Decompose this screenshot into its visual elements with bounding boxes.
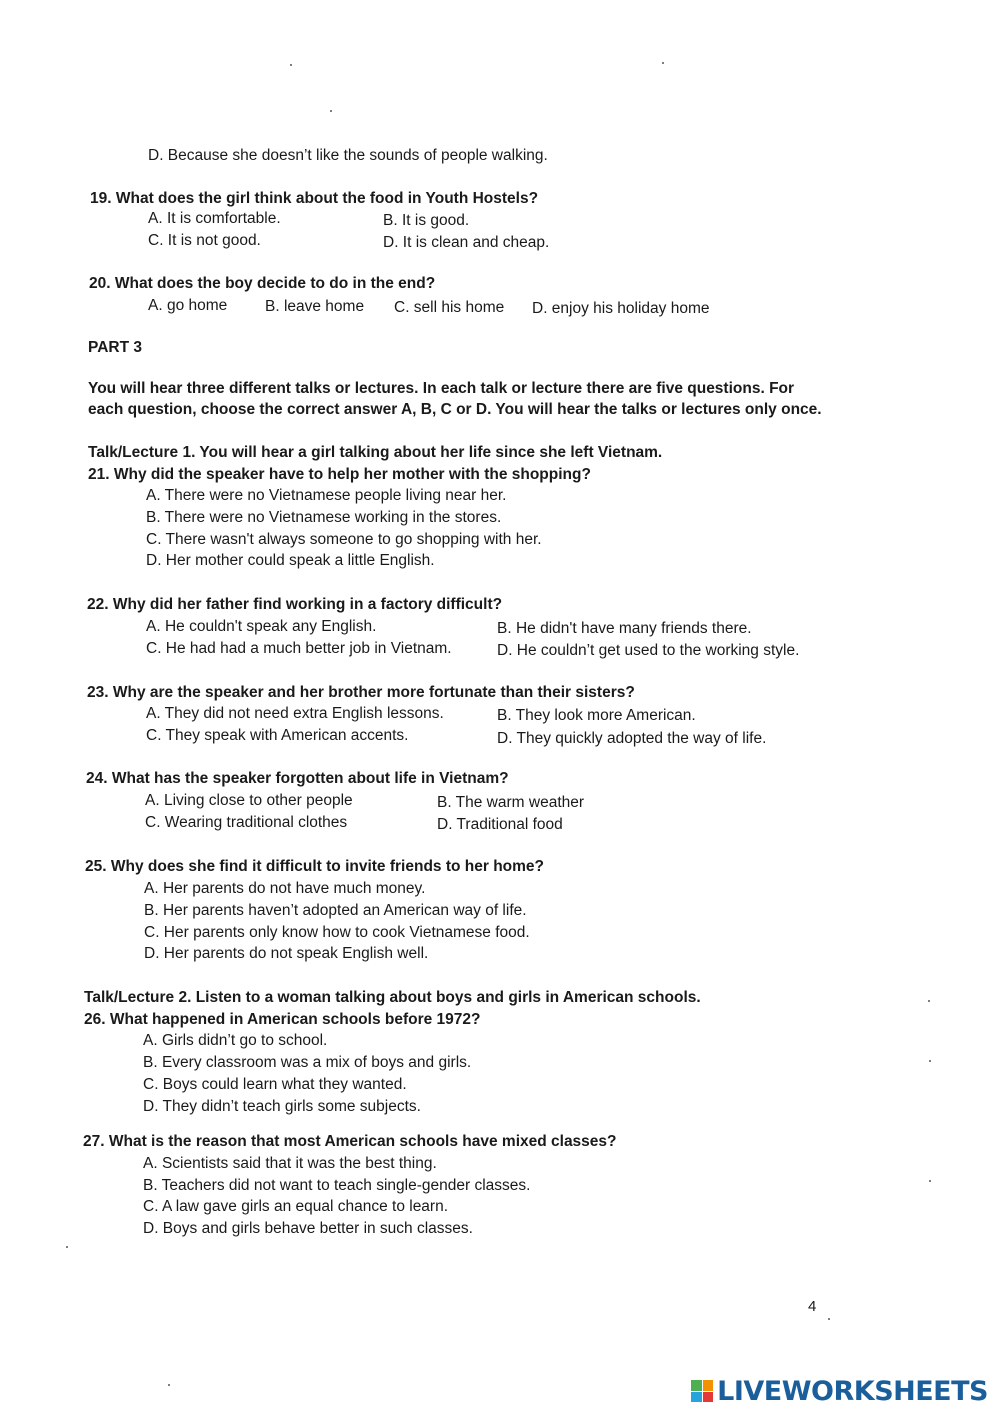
scan-speck (662, 62, 664, 64)
talk2-title: Talk/Lecture 2. Listen to a woman talking about boys and girls in American schools. (84, 989, 701, 1006)
q25-option-a: A. Her parents do not have much money. (144, 880, 426, 897)
q24-option-b: B. The warm weather (437, 794, 585, 811)
liveworksheets-logo-icon (691, 1380, 713, 1402)
q20-option-c: C. sell his home (394, 299, 505, 316)
q27-option-c: C. A law gave girls an equal chance to learn. (143, 1198, 449, 1215)
q26-option-a: A. Girls didn’t go to school. (143, 1032, 328, 1049)
q22-option-c: C. He had had a much better job in Vietnam. (146, 640, 452, 657)
part3-instructions: You will hear three different talks or lectures. In each talk or lecture there are five questions. For each question, choose the correct answer A, B, C or D. You will hear the talks or lectures only once. (88, 380, 822, 418)
q27-option-d: D. Boys and girls behave better in such classes. (143, 1220, 473, 1237)
q20-question: 20. What does the boy decide to do in the end? (89, 275, 436, 292)
q23-option-b: B. They look more American. (497, 707, 696, 724)
q22-question: 22. Why did her father find working in a factory difficult? (87, 596, 503, 613)
q18-option-d: D. Because she doesn’t like the sounds of people walking. (148, 147, 548, 164)
scan-speck (290, 64, 292, 66)
q20-option-b: B. leave home (265, 298, 365, 315)
q19-option-a: A. It is comfortable. (148, 210, 281, 227)
part3-heading: PART 3 (88, 339, 142, 356)
q19-option-d: D. It is clean and cheap. (383, 234, 550, 251)
q19-option-b: B. It is good. (383, 212, 470, 229)
q21-option-c: C. There wasn't always someone to go shopping with her. (146, 531, 542, 548)
q25-option-b: B. Her parents haven’t adopted an American way of life. (144, 902, 527, 919)
q25-question: 25. Why does she find it difficult to invite friends to her home? (85, 858, 545, 875)
q20-option-a: A. go home (148, 297, 228, 314)
q27-option-a: A. Scientists said that it was the best thing. (143, 1155, 437, 1172)
scan-speck (66, 1246, 68, 1248)
q26-option-c: C. Boys could learn what they wanted. (143, 1076, 407, 1093)
q21-question: 21. Why did the speaker have to help her mother with the shopping? (88, 466, 591, 483)
q27-question: 27. What is the reason that most American schools have mixed classes? (83, 1133, 617, 1150)
q26-option-d: D. They didn’t teach girls some subjects. (143, 1098, 421, 1115)
q24-option-a: A. Living close to other people (145, 792, 353, 809)
q23-question: 23. Why are the speaker and her brother more fortunate than their sisters? (87, 684, 635, 701)
scan-speck (928, 1000, 930, 1002)
q19-option-c: C. It is not good. (148, 232, 261, 249)
q22-option-b: B. He didn't have many friends there. (497, 620, 752, 637)
scan-speck (929, 1060, 931, 1062)
q26-question: 26. What happened in American schools before 1972? (84, 1011, 481, 1028)
scan-speck (168, 1384, 170, 1386)
q20-option-d: D. enjoy his holiday home (532, 300, 710, 317)
liveworksheets-logo (691, 1374, 988, 1408)
q26-option-b: B. Every classroom was a mix of boys and girls. (143, 1054, 472, 1071)
q22-option-d: D. He couldn’t get used to the working style. (497, 642, 800, 659)
q25-option-c: C. Her parents only know how to cook Vietnamese food. (144, 924, 530, 941)
scan-speck (929, 1180, 931, 1182)
liveworksheets-logo-text: LIVEWORKSHEETS (717, 1375, 988, 1407)
q22-option-a: A. He couldn't speak any English. (146, 618, 377, 635)
q23-option-a: A. They did not need extra English lessons. (146, 705, 444, 722)
q24-option-c: C. Wearing traditional clothes (145, 814, 348, 831)
q23-option-c: C. They speak with American accents. (146, 727, 409, 744)
scan-speck (828, 1318, 830, 1320)
q19-question: 19. What does the girl think about the food in Youth Hostels? (90, 190, 539, 207)
q25-option-d: D. Her parents do not speak English well. (144, 945, 429, 962)
q21-option-d: D. Her mother could speak a little English. (146, 552, 435, 569)
q23-option-d: D. They quickly adopted the way of life. (497, 730, 767, 747)
q21-option-a: A. There were no Vietnamese people living near her. (146, 487, 507, 504)
scan-speck (330, 110, 332, 112)
q21-option-b: B. There were no Vietnamese working in the stores. (146, 509, 502, 526)
q27-option-b: B. Teachers did not want to teach single-gender classes. (143, 1177, 531, 1194)
page-number: 4 (808, 1298, 817, 1315)
q24-question: 24. What has the speaker forgotten about life in Vietnam? (86, 770, 509, 787)
talk1-title: Talk/Lecture 1. You will hear a girl talking about her life since she left Vietnam. (88, 444, 663, 461)
q24-option-d: D. Traditional food (437, 816, 563, 833)
